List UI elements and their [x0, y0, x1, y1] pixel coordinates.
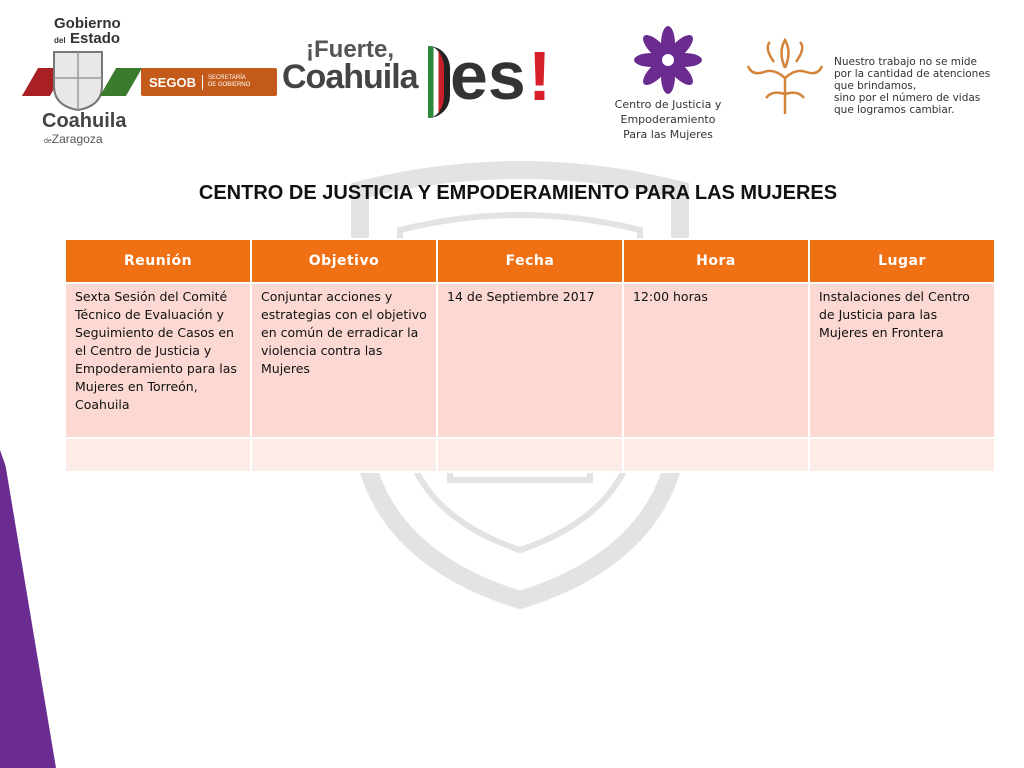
purple-flower-icon	[628, 22, 708, 98]
cell-hora: 12:00 horas	[623, 283, 809, 438]
segob-label: SEGOB	[141, 75, 203, 90]
table-row-empty	[65, 438, 995, 472]
col-objetivo-header: Objetivo	[251, 239, 437, 283]
decorative-purple-wedge	[0, 450, 56, 768]
cell-empty	[437, 438, 623, 472]
coat-of-arms-icon	[52, 48, 104, 112]
cjem-line-3: Para las Mujeres	[623, 128, 713, 141]
cell-fecha: 14 de Septiembre 2017	[437, 283, 623, 438]
zaragoza-label: Zaragoza	[51, 132, 103, 146]
table-header-row	[65, 239, 995, 283]
coahuila-brand-label: Coahuila	[282, 58, 418, 96]
col-reunion-header: Reunión	[65, 239, 251, 283]
estado-label: Estado	[70, 30, 121, 47]
col-lugar-header: Lugar	[809, 239, 995, 283]
cell-objetivo: Conjuntar acciones y estrategias con el objetivo en común de erradicar la violencia contra las Mujeres	[251, 283, 437, 438]
fuerte-label: ¡Fuerte,	[306, 36, 395, 63]
motto-text: Nuestro trabajo no se mide por la cantidad de atenciones que brindamos, sino por el número de vidas que logramos cambiar.	[834, 56, 991, 116]
de-gobierno-label: DE GOBIERNO	[207, 82, 251, 88]
cell-empty	[65, 438, 251, 472]
de-label: de	[44, 138, 52, 145]
segob-badge	[141, 68, 277, 96]
col-fecha-header: Fecha	[437, 239, 623, 283]
page-title: CENTRO DE JUSTICIA Y EMPODERAMIENTO PARA LAS MUJERES	[198, 182, 838, 204]
secretaria-label: SECRETARÍA	[207, 75, 246, 81]
cell-empty	[623, 438, 809, 472]
cjem-logo	[606, 22, 730, 146]
table-row	[65, 283, 995, 438]
col-hora-header: Hora	[623, 239, 809, 283]
coahuila-label: Coahuila	[42, 110, 127, 132]
cell-reunion: Sexta Sesión del Comité Técnico de Evaluación y Seguimiento de Casos en el Centro de Justicia y Empoderamiento para las Mujeres en Torreón, Coahuila	[65, 283, 251, 438]
cjem-line-2: Empoderamiento	[620, 113, 716, 126]
exclamation-label: !	[528, 37, 552, 115]
fuerte-coahuila-logo	[282, 36, 572, 126]
gobierno-label: Gobierno	[54, 15, 121, 32]
cell-empty	[251, 438, 437, 472]
meetings-table	[64, 238, 996, 473]
gobierno-coahuila-logo	[30, 14, 255, 148]
flag-bracket-icon	[428, 46, 450, 118]
cell-lugar: Instalaciones del Centro de Justicia para las Mujeres en Frontera	[809, 283, 995, 438]
cell-empty	[809, 438, 995, 472]
tree-figure-icon	[744, 38, 826, 116]
green-stripe	[100, 68, 142, 96]
del-label: del	[54, 36, 66, 45]
cjem-line-1: Centro de Justicia y	[614, 98, 722, 111]
es-label: es	[450, 38, 526, 114]
